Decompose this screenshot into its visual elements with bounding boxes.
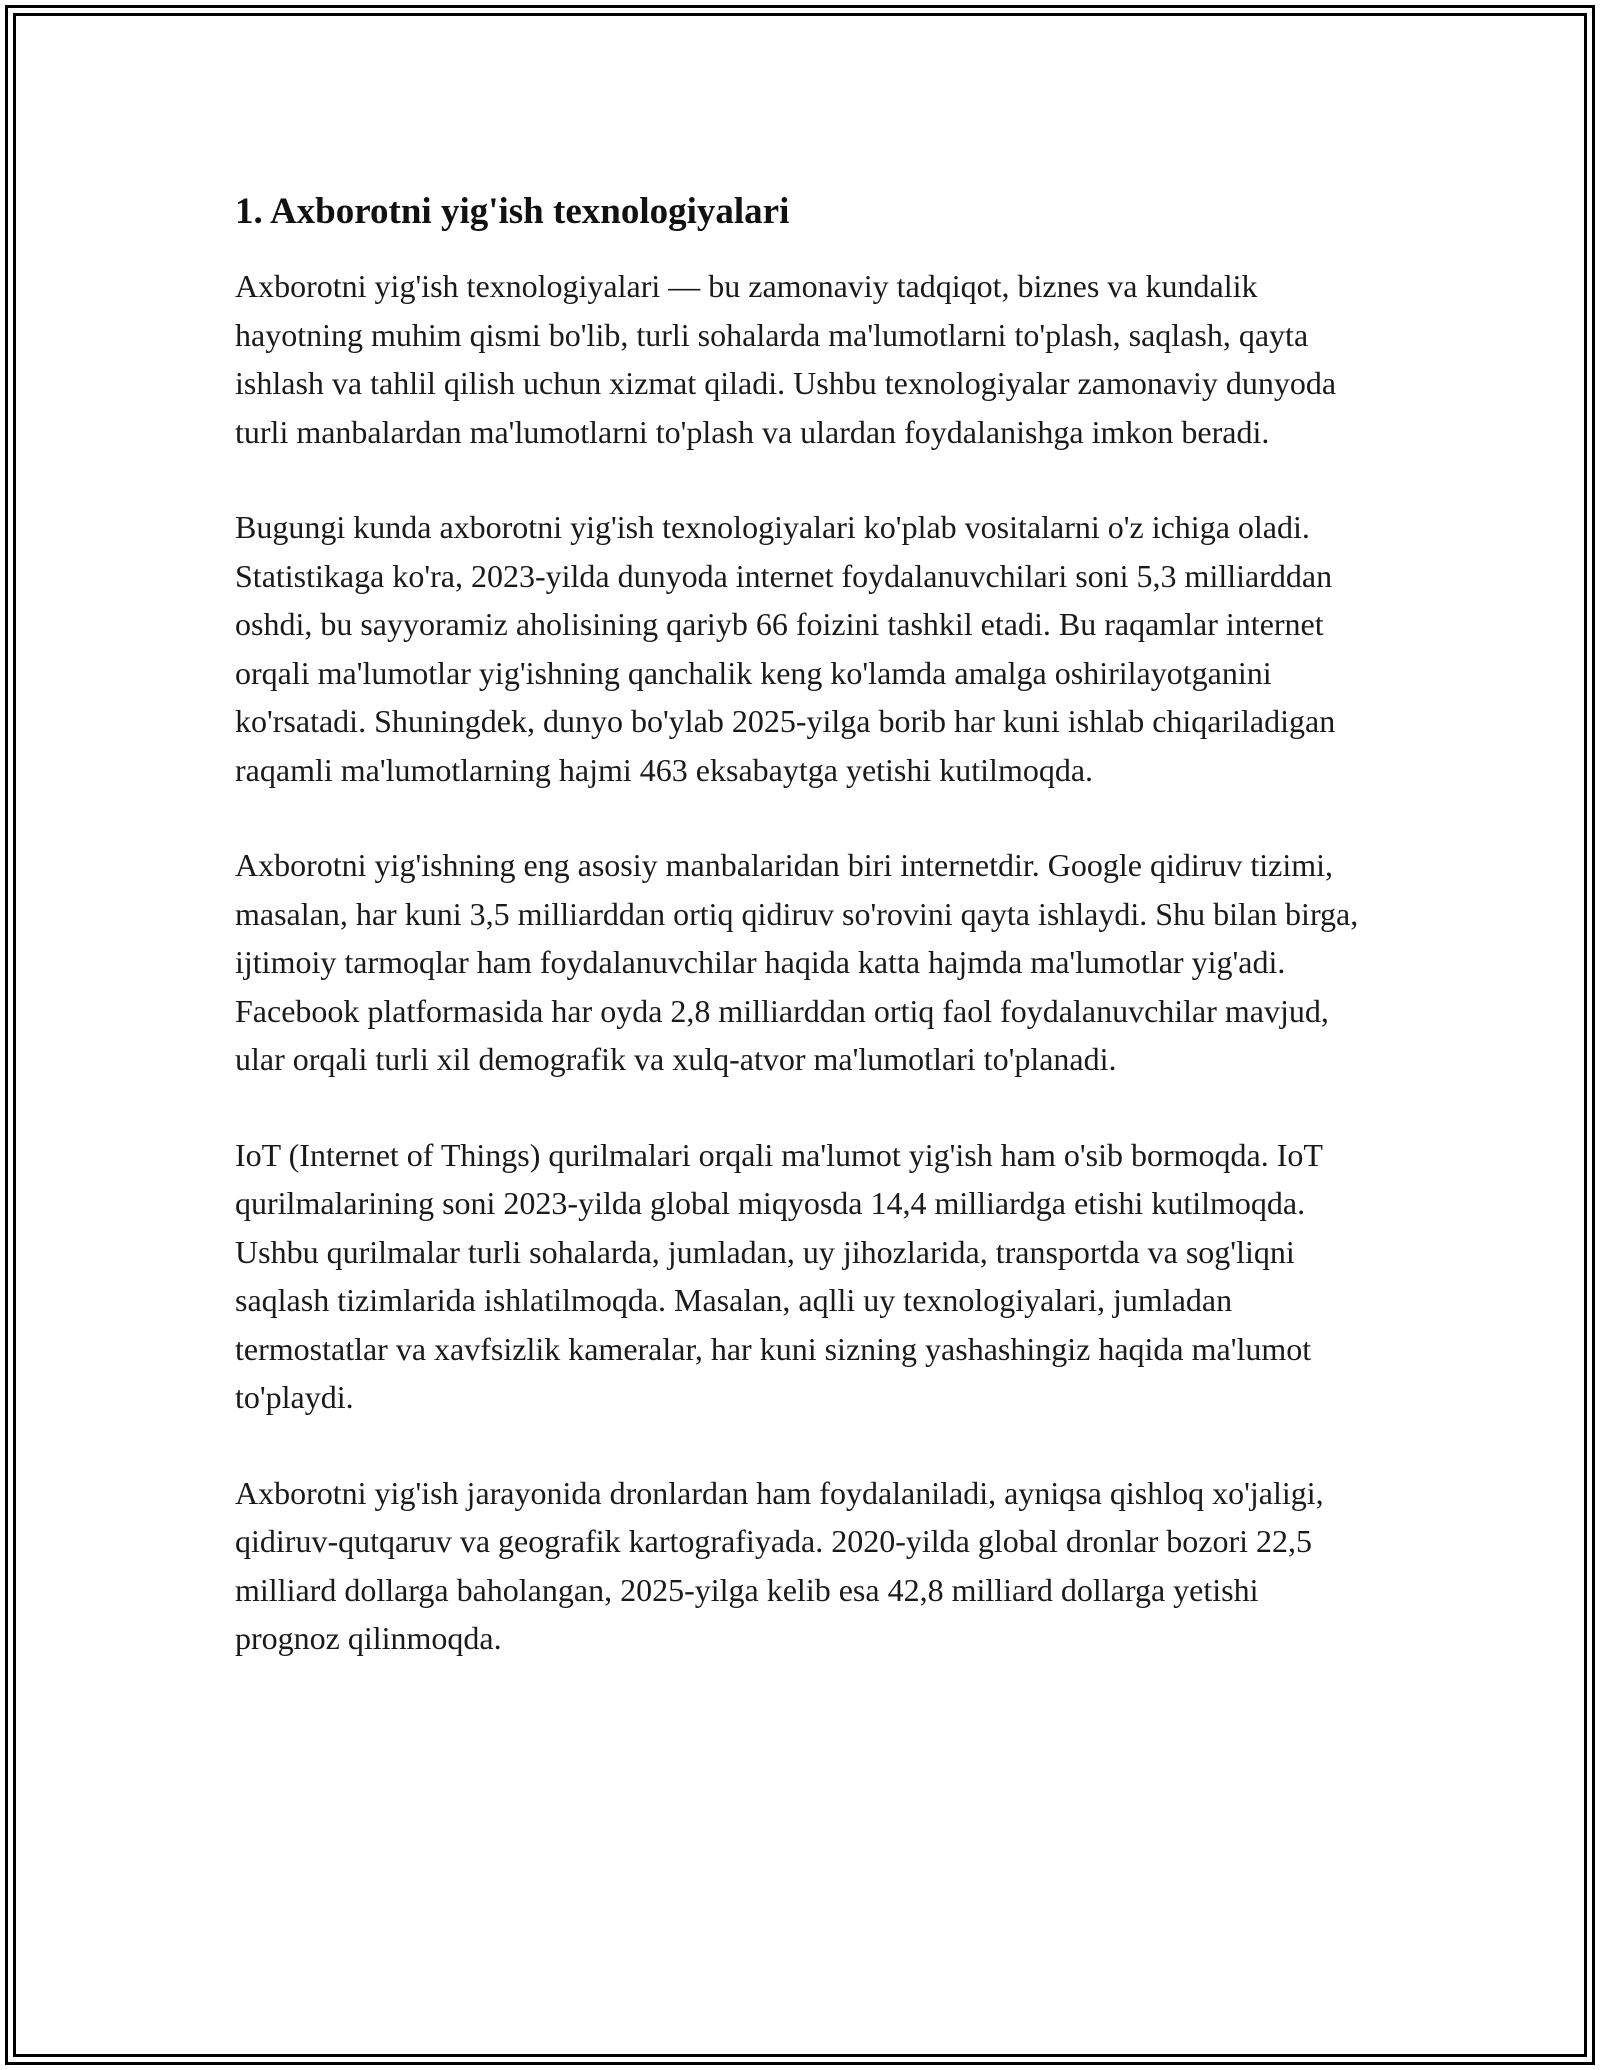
paragraph-internet-sources: Axborotni yig'ishning eng asosiy manbalaridan biri internetdir. Google qidiruv tizimi, masalan, har kuni 3,5 milliarddan ortiq qidiruv so'rovini qayta ishlaydi. Shu bilan birga, ijtimoiy tarmoqlar ham foydalanuvchilar haqida katta hajmda ma'lumotlar yig'adi. Facebook platformasida har oyda 2,8 milliarddan ortiq faol foydalanuvchilar mavjud, ular orqali turli xil demografik va xulq-atvor ma'lumotlari to'planadi. <box>235 847 1359 1077</box>
paragraph-drones: Axborotni yig'ish jarayonida dronlardan ham foydalaniladi, ayniqsa qishloq xo'jaligi, qidiruv-qutqaruv va geografik kartografiyada. 2020-yilda global dronlar bozori 22,5 milliard dollarga baholangan, 2025-yilga kelib esa 42,8 milliard dollarga yetishi prognoz qilinmoqda. <box>235 1474 1324 1656</box>
paragraph-iot: IoT (Internet of Things) qurilmalari orqali ma'lumot yig'ish ham o'sib bormoqda. IoT qurilmalarining soni 2023-yilda global miqyosda 14,4 milliardga etishi kutilmoqda. Ushbu qurilmalar turli sohalarda, jumladan, uy jihozlarida, transportda va sog'liqni saqlash tizimlarida ishlatilmoqda. Masalan, aqlli uy texnologiyalari, jumladan termostatlar va xavfsizlik kameralar, har kuni sizning yashashingiz haqida ma'lumot to'playdi. <box>235 1136 1323 1415</box>
section-heading: 1. Axborotni yig'ish texnologiyalari <box>235 191 790 232</box>
document-body <box>235 188 1365 1710</box>
paragraph-statistics: Bugungi kunda axborotni yig'ish texnologiyalari ko'plab vositalarni o'z ichiga oladi. Statistikaga ko'ra, 2023-yilda dunyoda internet foydalanuvchilari soni 5,3 milliarddan oshdi, bu sayyoramiz aholisining qariyb 66 foizini tashkil etadi. Bu raqamlar internet orqali ma'lumotlar yig'ishning qanchalik keng ko'lamda amalga oshirilayotganini ko'rsatadi. Shuningdek, dunyo bo'ylab 2025-yilga borib har kuni ishlab chiqariladigan raqamli ma'lumotlarning hajmi 463 eksabaytga yetishi kutilmoqda. <box>235 509 1336 788</box>
paragraph-intro: Axborotni yig'ish texnologiyalari — bu zamonaviy tadqiqot, biznes va kundalik hayotning muhim qismi bo'lib, turli sohalarda ma'lumotlarni to'plash, saqlash, qayta ishlash va tahlil qilish uchun xizmat qiladi. Ushbu texnologiyalar zamonaviy dunyoda turli manbalardan ma'lumotlarni to'plash va ulardan foydalanishga imkon beradi. <box>235 268 1337 450</box>
